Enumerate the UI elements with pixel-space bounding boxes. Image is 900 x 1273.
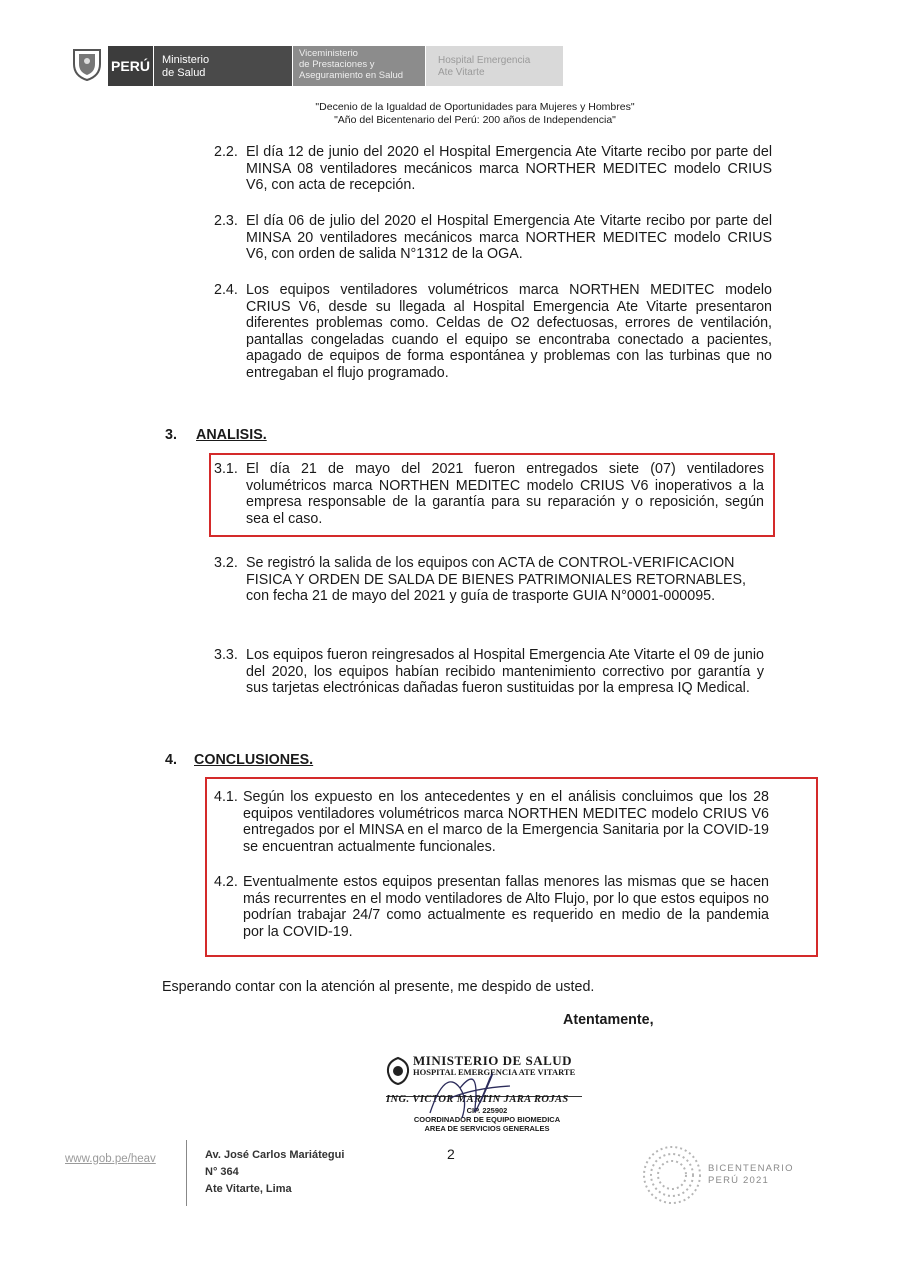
section-title: CONCLUSIONES. — [194, 752, 314, 768]
item-number: 3.1. — [214, 461, 238, 477]
section-number: 4. — [165, 752, 177, 768]
item-text: Los equipos fueron reingresados al Hospital Emergencia Ate Vitarte el 09 de junio del 2020, los equipos habían recibido mantenimiento correctivo por garantía y sus tarjetas electrónicas dañadas fueron sustituidas por la empresa IQ Medical. — [246, 647, 764, 697]
item-text: El día 21 de mayo del 2021 fueron entregados siete (07) ventiladores volumétricos marca NORTHEN MEDITEC modelo CRIUS V6 inoperativos a la empresa responsable de la garantía para su reparación y o reposición, según sea el caso. — [246, 461, 764, 527]
item-text: Se registró la salida de los equipos con ACTA de CONTROL-VERIFICACION FISICA Y ORDEN DE SALDA DE BIENES PATRIMONIALES RETORNABLES, con fecha 21 de mayo del 2021 y guía de trasporte GUIA N°0001-000095. — [246, 555, 747, 605]
item-text: El día 12 de junio del 2020 el Hospital Emergencia Ate Vitarte recibo por parte del MINSA 08 ventiladores mecánicos marca NORTHER MEDITEC modelo CRIUS V6, con acta de recepción. — [246, 144, 772, 194]
item-number: 3.3. — [214, 647, 238, 663]
stamp-subtitle: HOSPITAL EMERGENCIA ATE VITARTE — [413, 1067, 576, 1077]
item-number: 2.2. — [214, 144, 238, 160]
item-number: 4.1. — [214, 789, 238, 805]
item-text: Según los expuesto en los antecedentes y en el análisis concluimos que los 28 equipos ventiladores volumétricos marca NORTHEN MEDITEC modelo CRIUS V6 entregados por el MINSA en el marco de la Emergencia Sanitaria por la COVID-19 se encuentran actualmente funcionales. — [243, 789, 769, 855]
section-number: 3. — [165, 427, 177, 443]
page-number: 2 — [447, 1146, 455, 1162]
item-text: El día 06 de julio del 2020 el Hospital Emergencia Ate Vitarte recibo por parte del MINSA 20 ventiladores mecánicos marca NORTHER MEDITEC modelo CRIUS V6, con orden de salida N°1312 de la OGA. — [246, 213, 772, 263]
item-number: 3.2. — [214, 555, 238, 571]
hospital-seal-icon — [385, 1056, 411, 1086]
item-number: 2.4. — [214, 282, 238, 298]
item-text: Los equipos ventiladores volumétricos marca NORTHEN MEDITEC modelo CRIUS V6, desde su llegada al Hospital Emergencia Ate Vitarte presentaron diferentes problemas como. Celdas de O2 defectuosas, errores de ventilación, pantallas congeladas cuando el equipo se encontraba conectado a pacientes, apagado de equipos de forma espontánea y problemas con las turbinas que no entregaban el flujo programado. — [246, 282, 772, 381]
national-shield-icon — [70, 46, 104, 82]
signer-name: ING. VICTOR MARTIN JARA ROJAS — [386, 1094, 569, 1105]
section-title: ANALISIS. — [196, 427, 267, 443]
hospital-label: Hospital Emergencia Ate Vitarte — [426, 46, 563, 86]
viceministry-label: Viceministerio de Prestaciones y Aseguramiento en Salud — [293, 46, 425, 86]
mottos: "Decenio de la Igualdad de Oportunidades para Mujeres y Hombres" "Año del Bicentenario del Perú: 200 años de Independencia" — [315, 101, 635, 126]
item-number: 4.2. — [214, 874, 238, 890]
bicentenario-logo-icon — [640, 1143, 704, 1207]
bicentenario-label: BICENTENARIO PERÚ 2021 — [708, 1163, 794, 1186]
signoff: Atentamente, — [563, 1012, 654, 1028]
item-number: 2.3. — [214, 213, 238, 229]
stamp-title: MINISTERIO DE SALUD — [413, 1053, 573, 1068]
footer-address: Av. José Carlos Mariátegui N° 364 Ate Vitarte, Lima — [205, 1149, 345, 1195]
peru-label: PERÚ — [108, 46, 153, 86]
signer-credentials: CIP. 225902 COORDINADOR DE EQUIPO BIOMEDICA AREA DE SERVICIOS GENERALES — [413, 1106, 561, 1133]
closing-text: Esperando contar con la atención al presente, me despido de usted. — [162, 979, 595, 995]
item-text: Eventualmente estos equipos presentan fallas menores las mismas que se hacen más recurrentes en el modo ventiladores de Alto Flujo, por lo que estos equipos no podrían trabajar 24/7 como actualmente es requerido en medio de la pandemia por la COVID-19. — [243, 874, 769, 940]
footer-url[interactable]: www.gob.pe/heav — [65, 1153, 156, 1165]
footer-divider — [186, 1140, 187, 1206]
ministry-label: Ministerio de Salud — [154, 46, 292, 86]
handwritten-signature — [420, 1058, 520, 1128]
